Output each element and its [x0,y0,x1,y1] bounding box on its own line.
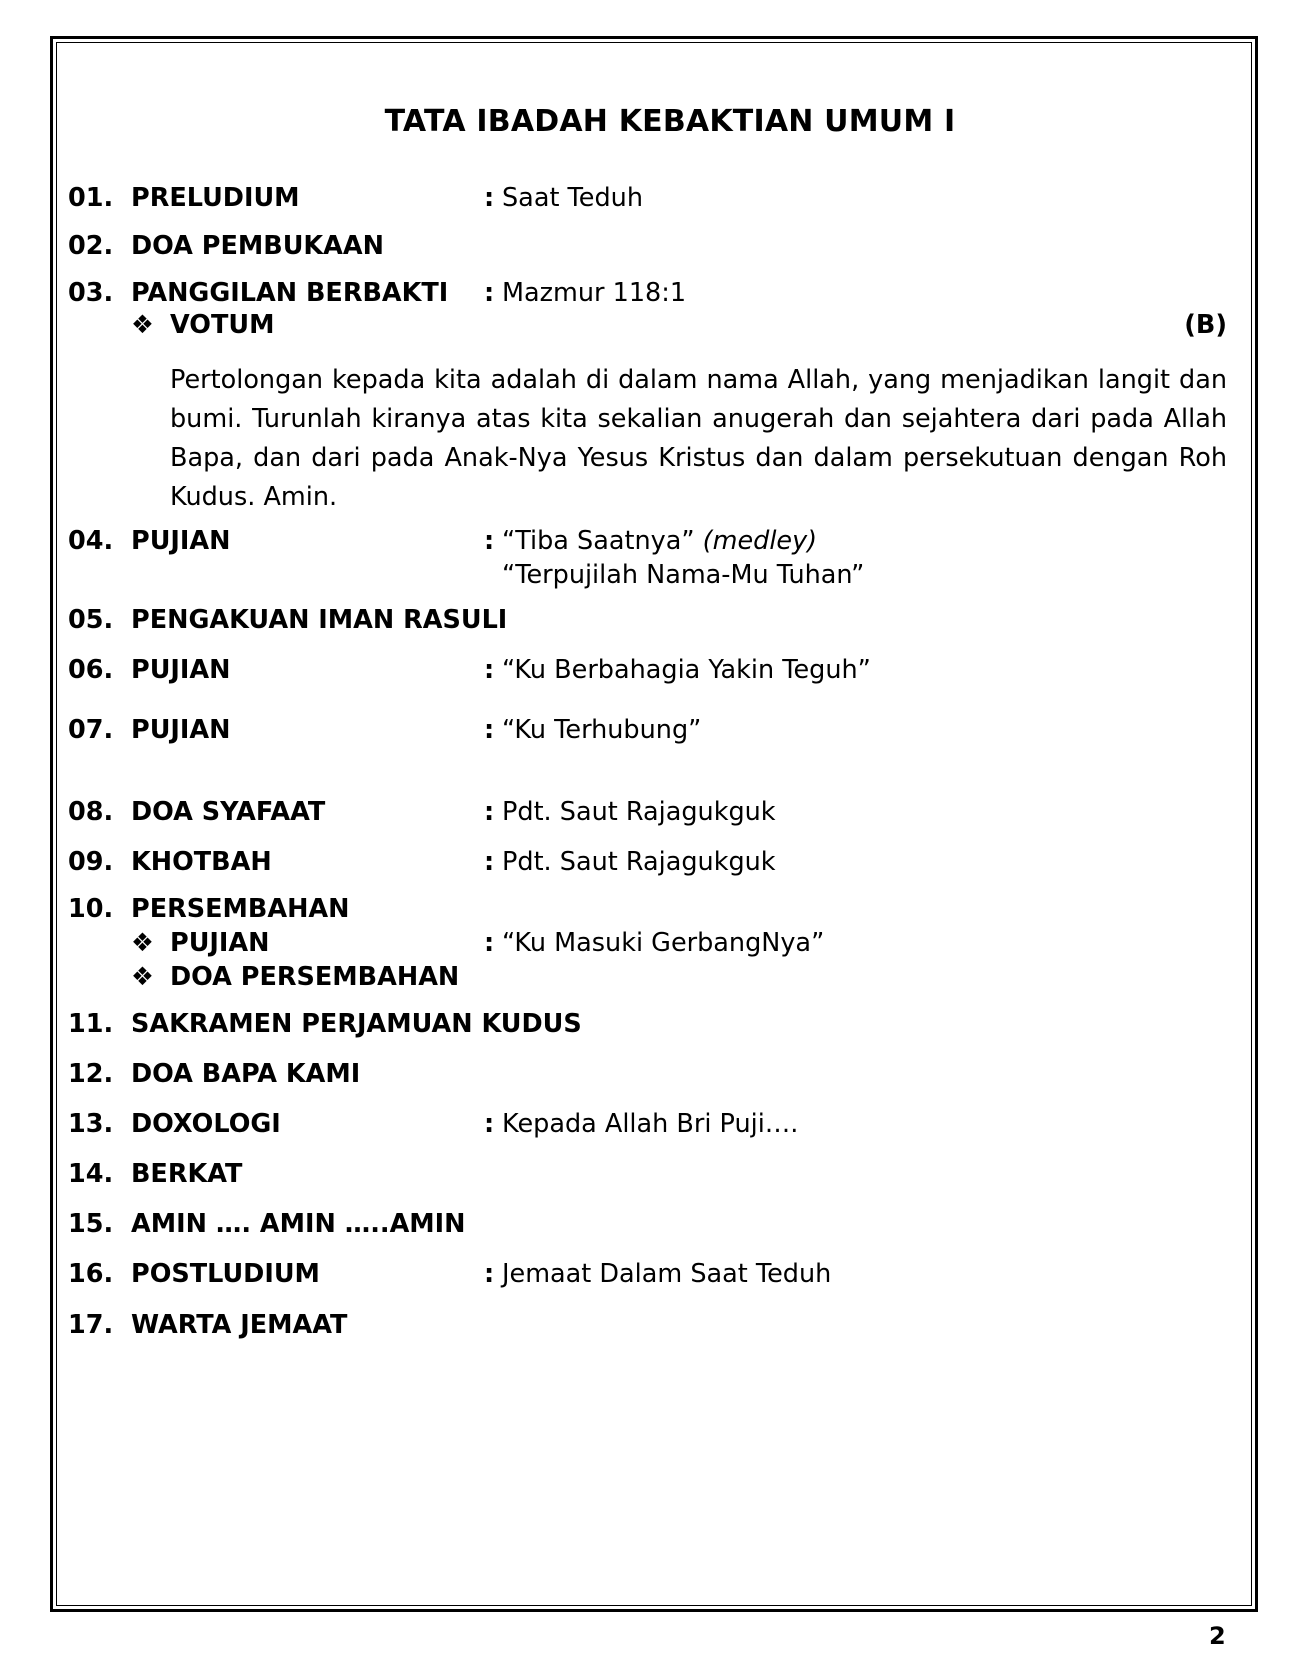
page-number: 2 [1209,1622,1226,1650]
item-value: Mazmur 118:1 [502,278,687,308]
votum-tag: (B) [1184,310,1227,340]
item-label: DOA PEMBUKAAN [131,231,384,261]
votum-label: VOTUM [170,310,275,340]
item-label: KHOTBAH [131,847,272,877]
item-colon: : [484,1259,495,1289]
item-number: 01. [68,183,114,213]
item-number: 06. [68,655,114,685]
item-number: 12. [68,1059,114,1089]
song-title: “Tiba Saatnya” [502,526,695,556]
item-number: 04. [68,526,114,556]
page-title: TATA IBADAH KEBAKTIAN UMUM I [384,104,956,139]
item-colon: : [484,715,495,745]
bullet-icon: ❖ [131,962,154,992]
item-colon: : [484,278,495,308]
item-number: 14. [68,1159,114,1189]
sub-item-label: PUJIAN [170,928,270,958]
item-label: PANGGILAN BERBAKTI [131,278,449,308]
item-label: BERKAT [131,1159,243,1189]
item-label: DOXOLOGI [131,1109,281,1139]
item-label: WARTA JEMAAT [131,1310,348,1340]
item-number: 10. [68,894,114,924]
item-value: “Ku Terhubung” [502,715,702,745]
sub-item-label: DOA PERSEMBAHAN [170,962,460,992]
item-label: PRELUDIUM [131,183,300,213]
item-label: PERSEMBAHAN [131,894,350,924]
item-number: 13. [68,1109,114,1139]
item-value: “Terpujilah Nama-Mu Tuhan” [502,560,865,590]
bullet-icon: ❖ [131,310,154,340]
item-colon: : [484,847,495,877]
item-colon: : [484,797,495,827]
item-number: 07. [68,715,114,745]
item-value: Pdt. Saut Rajagukguk [502,847,776,877]
item-number: 09. [68,847,114,877]
item-colon: : [484,1109,495,1139]
item-value: Kepada Allah Bri Puji…. [502,1109,799,1139]
item-value: Pdt. Saut Rajagukguk [502,797,776,827]
item-number: 15. [68,1209,114,1239]
item-label: POSTLUDIUM [131,1259,320,1289]
item-number: 03. [68,278,114,308]
item-number: 11. [68,1009,114,1039]
item-label: DOA BAPA KAMI [131,1059,361,1089]
item-colon: : [484,183,495,213]
item-value: “Ku Berbahagia Yakin Teguh” [502,655,871,685]
item-value: Jemaat Dalam Saat Teduh [502,1259,832,1289]
song-note: (medley) [702,526,818,556]
item-value [502,525,817,558]
item-label: AMIN …. AMIN …..AMIN [131,1209,466,1239]
bullet-icon: ❖ [131,928,154,958]
item-colon: : [484,655,495,685]
votum-text: Pertolongan kepada kita adalah di dalam nama Allah, yang menjadikan langit dan bumi. Turunlah kiranya atas kita sekalian anugerah dan sejahtera dari pada Allah Bapa, dan dari pada Anak-Nya Yesus Kristus dan dalam persekutuan dengan Roh Kudus. Amin. [170,365,1227,512]
item-label: PUJIAN [131,715,231,745]
item-number: 08. [68,797,114,827]
item-number: 05. [68,605,114,635]
item-number: 17. [68,1310,114,1340]
item-colon: : [484,526,495,556]
item-label: PUJIAN [131,655,231,685]
item-label: PENGAKUAN IMAN RASULI [131,605,508,635]
item-colon: : [484,928,495,958]
item-label: PUJIAN [131,526,231,556]
item-value: “Ku Masuki GerbangNya” [502,928,825,958]
item-label: DOA SYAFAAT [131,797,326,827]
item-number: 02. [68,231,114,261]
item-label: SAKRAMEN PERJAMUAN KUDUS [131,1009,582,1039]
item-value: Saat Teduh [502,183,643,213]
item-number: 16. [68,1259,114,1289]
